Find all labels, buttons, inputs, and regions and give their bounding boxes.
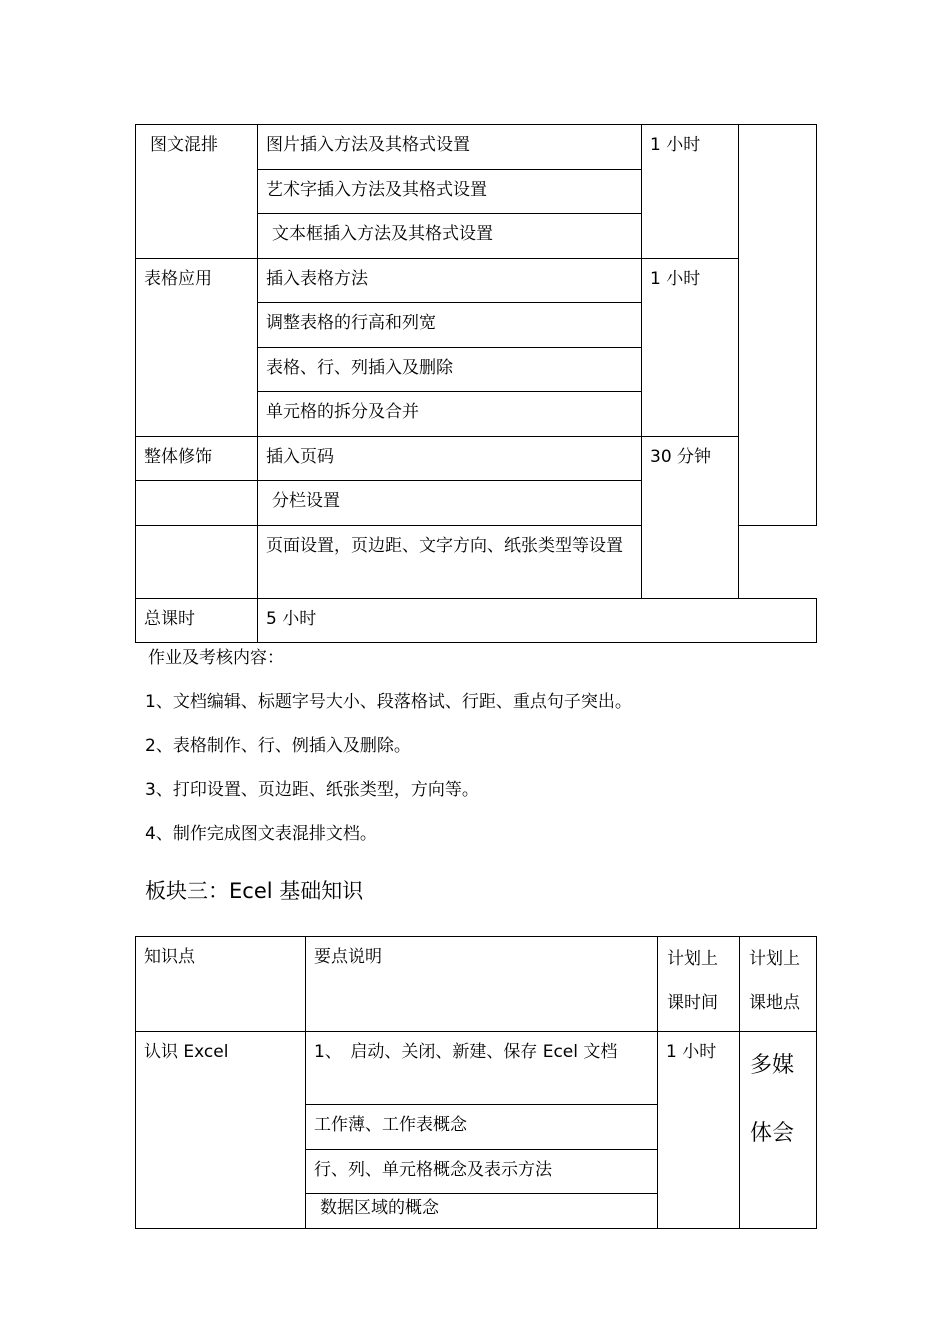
item-cell — [258, 481, 642, 526]
item-text: 1、 启动、关闭、新建、保存 Ecel 文档 — [314, 1042, 618, 1062]
empty-topic-cell — [136, 481, 258, 526]
item-text: 图片插入方法及其格式设置 — [266, 135, 470, 155]
homework-item: 4、制作完成图文表混排文档。 — [145, 824, 377, 844]
total-label-cell — [136, 599, 258, 643]
time-cell — [642, 259, 739, 437]
topic-cell — [136, 259, 258, 437]
item-text: 艺术字插入方法及其格式设置 — [266, 180, 487, 200]
item-text: 工作薄、工作表概念 — [314, 1115, 467, 1135]
item-text: 调整表格的行高和列宽 — [266, 313, 436, 333]
item-text: 插入页码 — [266, 447, 334, 467]
place-text: 多媒体会 — [750, 1053, 795, 1146]
topic-label: 认识 Excel — [144, 1042, 229, 1062]
item-cell — [258, 437, 642, 481]
header-topic: 知识点 — [144, 947, 195, 967]
item-text: 文本框插入方法及其格式设置 — [272, 224, 493, 244]
homework-item: 3、打印设置、页边距、纸张类型，方向等。 — [145, 780, 479, 800]
item-text: 表格、行、列插入及删除 — [266, 358, 453, 378]
header-time: 计划上课时间 — [667, 949, 718, 1013]
time-text: 30 分钟 — [650, 447, 712, 467]
empty-place-cell — [739, 125, 817, 526]
item-cell — [258, 259, 642, 303]
item-cell — [258, 526, 642, 599]
total-value-cell — [258, 599, 817, 643]
time-text: 1 小时 — [650, 135, 701, 155]
homework-item: 1、文档编辑、标题字号大小、段落格试、行距、重点句子突出。 — [145, 692, 632, 712]
item-cell — [306, 1032, 658, 1105]
item-text: 分栏设置 — [272, 491, 340, 511]
time-cell — [642, 125, 739, 259]
header-place: 计划上课地点 — [749, 949, 800, 1013]
topic-label: 整体修饰 — [144, 447, 212, 467]
section-heading: 板块三：Ecel 基础知识 — [145, 879, 364, 903]
header-cell — [306, 937, 658, 1032]
topic-label: 表格应用 — [144, 269, 212, 289]
header-cell — [740, 937, 817, 1032]
item-cell — [258, 214, 642, 259]
topic-cell — [136, 437, 258, 481]
header-desc: 要点说明 — [314, 947, 382, 967]
item-cell — [258, 303, 642, 348]
item-cell — [258, 125, 642, 170]
total-label: 总课时 — [144, 609, 195, 629]
topic-cell — [136, 125, 258, 259]
header-cell — [136, 937, 306, 1032]
item-cell — [258, 170, 642, 214]
item-text: 页面设置，页边距、文字方向、纸张类型等设置 — [266, 536, 623, 556]
item-text: 数据区域的概念 — [320, 1198, 439, 1218]
place-cell — [740, 1032, 817, 1229]
item-text: 插入表格方法 — [266, 269, 368, 289]
course-table-word — [135, 124, 817, 643]
item-cell — [306, 1194, 658, 1229]
item-cell — [306, 1105, 658, 1150]
header-cell — [658, 937, 740, 1032]
time-text: 1 小时 — [650, 269, 701, 289]
homework-item: 2、表格制作、行、例插入及删除。 — [145, 736, 411, 756]
item-text: 行、列、单元格概念及表示方法 — [314, 1160, 552, 1180]
item-cell — [258, 392, 642, 437]
time-text: 1 小时 — [666, 1042, 717, 1062]
time-cell — [658, 1032, 740, 1229]
homework-title: 作业及考核内容： — [148, 648, 284, 668]
topic-label: 图文混排 — [150, 135, 218, 155]
item-cell — [258, 348, 642, 392]
time-cell — [642, 437, 739, 599]
empty-topic-cell — [136, 526, 258, 599]
topic-cell — [136, 1032, 306, 1229]
item-cell — [306, 1150, 658, 1194]
course-table-excel — [135, 936, 817, 1229]
total-value: 5 小时 — [266, 609, 317, 629]
item-text: 单元格的拆分及合并 — [266, 402, 419, 422]
